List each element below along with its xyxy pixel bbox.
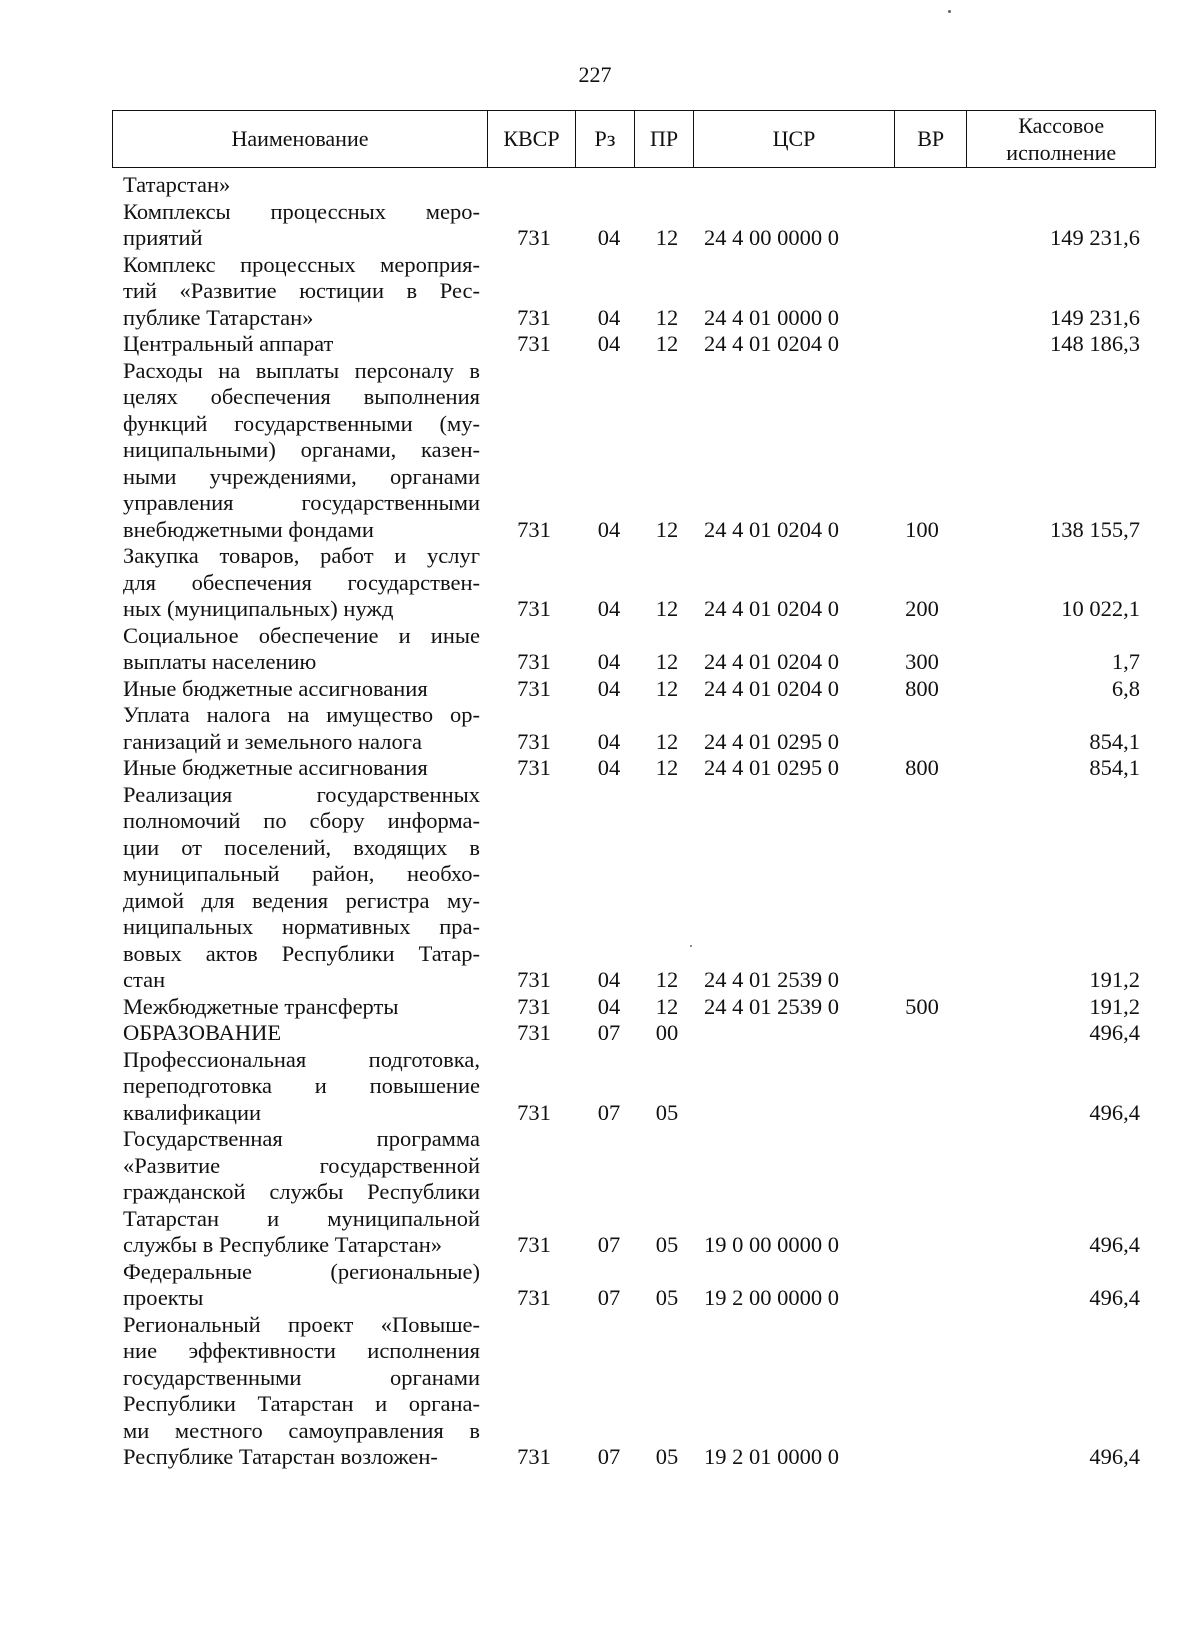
cell-kvsr: 731 [517, 225, 551, 250]
row-name-line: Профессиональная подготовка, [123, 1046, 480, 1072]
cell-csr: 24 4 01 0000 0 [704, 304, 839, 330]
cell-csr: 24 4 01 0204 0 [704, 649, 839, 674]
row-name-line: управления государственными [123, 490, 480, 515]
cell-kvsr: 731 [517, 516, 551, 542]
row-name-line: Комплекс процессных мероприя- [123, 251, 480, 277]
cell-sum: 149 231,6 [1050, 304, 1140, 330]
scan-speck [948, 10, 951, 13]
cell-rz: 04 [597, 993, 621, 1019]
table-row [0, 623, 1200, 676]
row-name-line: «Развитие государственной [123, 1152, 480, 1178]
row-name-line: ниципальных нормативных пра- [123, 914, 480, 939]
cell-pr: 05 [655, 1232, 679, 1257]
cell-vr: 300 [905, 649, 939, 674]
row-name-line: Татарстан» [123, 172, 231, 197]
cell-rz: 04 [597, 225, 621, 250]
cell-rz: 04 [597, 304, 621, 330]
cell-rz: 07 [597, 1444, 621, 1469]
row-name-line: Социальное обеспечение и иные [123, 622, 480, 648]
cell-sum: 1,7 [1111, 649, 1140, 674]
row-name-line: Республике Татарстан возложен- [123, 1444, 438, 1469]
cell-kvsr: 731 [517, 1099, 551, 1125]
table-row [0, 782, 1200, 994]
table-header [112, 110, 1156, 168]
cell-pr: 05 [655, 1099, 679, 1125]
header-row [113, 111, 1156, 168]
cell-sum: 149 231,6 [1050, 225, 1140, 250]
cell-kvsr: 731 [517, 649, 551, 674]
row-name-line: государственными органами [123, 1364, 480, 1390]
table-row [0, 543, 1200, 623]
cell-rz: 04 [597, 967, 621, 992]
cell-kvsr: 731 [517, 331, 551, 356]
cell-kvsr: 731 [517, 967, 551, 992]
row-name-line: для обеспечения государствен- [123, 569, 480, 595]
row-name-line: стан [123, 967, 166, 992]
row-name-line: Реализация государственных [123, 781, 480, 807]
row-name [123, 1312, 480, 1471]
row-name-line: Уплата налога на имущество ор- [123, 702, 480, 727]
cell-vr: 200 [905, 596, 939, 621]
row-name-line: публике Татарстан» [123, 304, 314, 330]
cell-rz: 04 [597, 516, 621, 542]
cell-csr: 19 0 00 0000 0 [704, 1232, 839, 1257]
cell-pr: 00 [655, 1020, 679, 1045]
row-name [123, 782, 480, 994]
cell-csr: 24 4 01 0295 0 [704, 728, 839, 754]
header-vr: ВР [894, 111, 967, 168]
cell-vr: 800 [905, 675, 939, 701]
row-name-line: службы в Республике Татарстан» [123, 1232, 443, 1257]
row-name-line: полномочий по сбору информа- [123, 808, 480, 833]
cell-csr: 19 2 00 0000 0 [704, 1285, 839, 1310]
cell-kvsr: 731 [517, 596, 551, 621]
cell-pr: 12 [655, 516, 679, 542]
table-body [0, 172, 1200, 1471]
row-name-line: Закупка товаров, работ и услуг [123, 543, 480, 568]
row-name-line: Комплексы процессных меро- [123, 198, 480, 224]
cell-pr: 12 [655, 755, 679, 780]
row-name [123, 676, 480, 703]
row-name [123, 331, 480, 358]
row-name-line: Региональный проект «Повыше- [123, 1311, 480, 1337]
row-name-line: выплаты населению [123, 649, 317, 674]
cell-pr: 12 [655, 675, 679, 701]
cell-rz: 04 [597, 596, 621, 621]
cell-pr: 12 [655, 225, 679, 250]
cell-sum: 854,1 [1089, 728, 1140, 754]
row-name-line: ОБРАЗОВАНИЕ [123, 1020, 282, 1045]
row-name-line: муниципальный район, необхо- [123, 861, 480, 886]
row-name-line: ниципальными) органами, казен- [123, 437, 480, 462]
table-row [0, 1259, 1200, 1312]
row-name [123, 1259, 480, 1312]
cell-sum: 496,4 [1089, 1444, 1140, 1469]
table-row [0, 199, 1200, 252]
cell-pr: 05 [655, 1285, 679, 1310]
cell-rz: 07 [597, 1285, 621, 1310]
page-number: 227 [578, 62, 612, 87]
cell-pr: 12 [655, 596, 679, 621]
cell-csr: 24 4 01 0204 0 [704, 516, 839, 542]
cell-rz: 04 [597, 331, 621, 356]
row-name [123, 1020, 480, 1047]
cell-rz: 04 [597, 675, 621, 701]
cell-kvsr: 731 [517, 993, 551, 1019]
row-name-line: ными учреждениями, органами [123, 463, 480, 489]
cell-kvsr: 731 [517, 1285, 551, 1310]
header-name: Наименование [113, 111, 488, 168]
row-name-line: ми местного самоуправления в [123, 1417, 480, 1443]
cell-sum: 854,1 [1089, 755, 1140, 780]
cell-rz: 04 [597, 755, 621, 780]
row-name [123, 1126, 480, 1259]
cell-vr: 500 [905, 993, 939, 1019]
row-name-line: переподготовка и повышение [123, 1073, 480, 1098]
row-name [123, 543, 480, 623]
row-name-line: Расходы на выплаты персоналу в [123, 357, 480, 383]
header-cash-execution [967, 111, 1156, 168]
row-name-line: Центральный аппарат [123, 331, 334, 356]
table-row [0, 1020, 1200, 1047]
row-name [123, 172, 480, 199]
cell-csr: 19 2 01 0000 0 [704, 1444, 839, 1469]
cell-sum: 148 186,3 [1050, 331, 1140, 356]
cell-sum: 496,4 [1089, 1285, 1140, 1310]
cell-sum: 138 155,7 [1050, 516, 1140, 542]
cell-rz: 07 [597, 1232, 621, 1257]
cell-kvsr: 731 [517, 1444, 551, 1469]
cell-kvsr: 731 [517, 675, 551, 701]
cell-vr: 100 [905, 516, 939, 542]
row-name-line: функций государственными (му- [123, 410, 480, 436]
cell-sum: 496,4 [1089, 1020, 1140, 1045]
row-name-line: Иные бюджетные ассигнования [123, 675, 428, 701]
cell-vr: 800 [905, 755, 939, 780]
cell-pr: 12 [655, 728, 679, 754]
table-row [0, 702, 1200, 755]
row-name-line: ганизаций и земельного налога [123, 728, 422, 754]
row-name-line: квалификации [123, 1099, 262, 1125]
header-cash-line-2: исполнение [1006, 140, 1117, 165]
cell-csr: 24 4 01 0204 0 [704, 331, 839, 356]
header-rz: Рз [575, 111, 634, 168]
cell-sum: 10 022,1 [1061, 596, 1140, 621]
cell-csr: 24 4 01 2539 0 [704, 967, 839, 992]
cell-kvsr: 731 [517, 304, 551, 330]
table-row [0, 755, 1200, 782]
table-row [0, 358, 1200, 544]
cell-pr: 12 [655, 993, 679, 1019]
row-name-line: Государственная программа [123, 1126, 480, 1151]
row-name-line: Межбюджетные трансферты [123, 993, 399, 1019]
cell-rz: 04 [597, 649, 621, 674]
cell-kvsr: 731 [517, 1020, 551, 1045]
cell-sum: 191,2 [1089, 967, 1140, 992]
row-name-line: Татарстан и муниципальной [123, 1205, 480, 1231]
cell-csr: 24 4 01 0204 0 [704, 675, 839, 701]
table-row [0, 676, 1200, 703]
cell-kvsr: 731 [517, 755, 551, 780]
cell-pr: 05 [655, 1444, 679, 1469]
cell-csr: 24 4 01 0295 0 [704, 755, 839, 780]
table-row [0, 331, 1200, 358]
row-name-line: проекты [123, 1285, 204, 1310]
cell-csr: 24 4 01 2539 0 [704, 993, 839, 1019]
cell-rz: 04 [597, 728, 621, 754]
row-name-line: ние эффективности исполнения [123, 1338, 480, 1363]
row-name-line: вовых актов Республики Татар- [123, 940, 480, 966]
row-name [123, 199, 480, 252]
row-name [123, 252, 480, 332]
cell-sum: 6,8 [1111, 675, 1140, 701]
row-name-line: димой для ведения регистра му- [123, 887, 480, 913]
row-name-line: гражданской службы Республики [123, 1179, 480, 1204]
row-name [123, 702, 480, 755]
row-name-line: приятий [123, 225, 203, 250]
table-row [0, 172, 1200, 199]
row-name [123, 358, 480, 544]
table-row [0, 1312, 1200, 1471]
cell-kvsr: 731 [517, 1232, 551, 1257]
row-name-line: Республики Татарстан и органа- [123, 1391, 480, 1416]
cell-rz: 07 [597, 1099, 621, 1125]
row-name-line: тий «Развитие юстиции в Рес- [123, 278, 480, 303]
table-row [0, 1047, 1200, 1127]
cell-sum: 496,4 [1089, 1099, 1140, 1125]
row-name [123, 755, 480, 782]
row-name [123, 994, 480, 1021]
row-name-line: Иные бюджетные ассигнования [123, 755, 428, 780]
table-row [0, 994, 1200, 1021]
scan-speck [690, 945, 692, 947]
row-name-line: целях обеспечения выполнения [123, 384, 480, 409]
row-name-line: внебюджетными фондами [123, 516, 374, 542]
cell-pr: 12 [655, 331, 679, 356]
table-row [0, 252, 1200, 332]
cell-csr: 24 4 01 0204 0 [704, 596, 839, 621]
header-cash-line-1: Кассовое [1018, 113, 1105, 138]
cell-pr: 12 [655, 967, 679, 992]
row-name-line: ции от поселений, входящих в [123, 834, 480, 860]
header-pr: ПР [635, 111, 694, 168]
cell-pr: 12 [655, 304, 679, 330]
row-name-line: Федеральные (региональные) [123, 1258, 480, 1284]
cell-csr: 24 4 00 0000 0 [704, 225, 839, 250]
cell-kvsr: 731 [517, 728, 551, 754]
cell-sum: 191,2 [1089, 993, 1140, 1019]
cell-rz: 07 [597, 1020, 621, 1045]
header-kvsr: КВСР [487, 111, 575, 168]
cell-sum: 496,4 [1089, 1232, 1140, 1257]
row-name [123, 1047, 480, 1127]
row-name [123, 623, 480, 676]
cell-pr: 12 [655, 649, 679, 674]
table-row [0, 1126, 1200, 1259]
row-name-line: ных (муниципальных) нужд [123, 596, 394, 621]
header-csr: ЦСР [694, 111, 895, 168]
